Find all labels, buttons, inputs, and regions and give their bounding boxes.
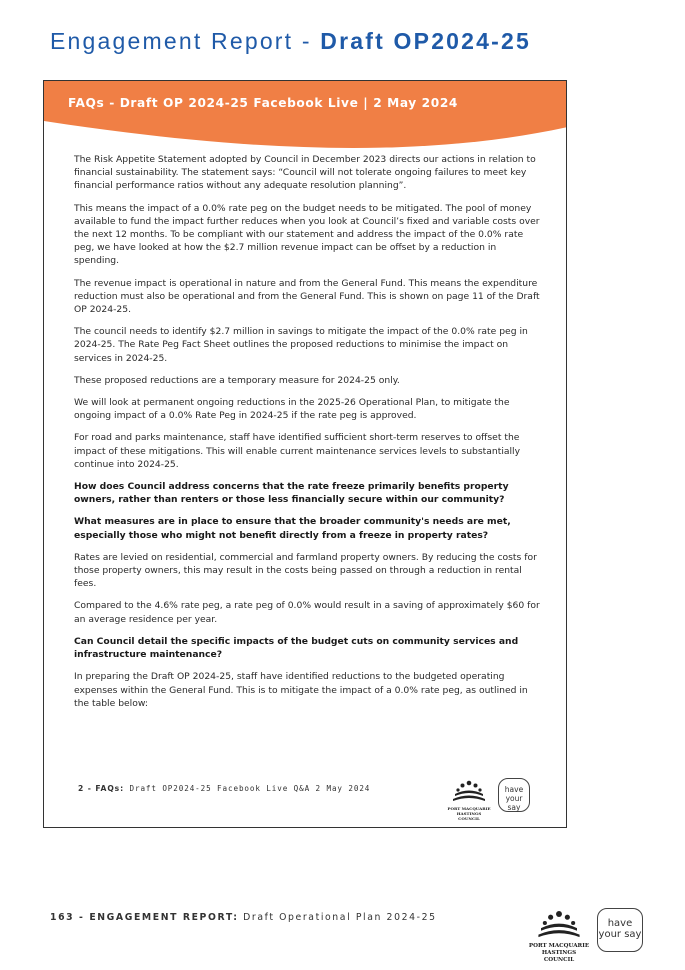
council-emblem-icon <box>446 776 492 804</box>
faq-question: Can Council detail the specific impacts of the budget cuts on community services and infrastructure maintenance? <box>74 635 519 661</box>
faq-paragraph: We will look at permanent ongoing reductions in the 2025-26 Operational Plan, to mitigate the ongoing impact of a 0.0% Rate Peg in 2024-25 if the rate peg is approved. <box>74 397 510 422</box>
hys-line1: have <box>504 785 524 794</box>
have-your-say-badge-small <box>498 778 530 812</box>
banner-title: FAQs - Draft OP 2024-25 Facebook Live | 2 May 2024 <box>68 96 458 110</box>
footer-plan-name: Draft Operational Plan 2024-25 <box>238 912 437 923</box>
faq-paragraph: These proposed reductions are a temporary measure for 2024-25 only. <box>74 374 400 386</box>
faq-paragraph: In preparing the Draft OP 2024-25, staff have identified reductions to the budgeted operating expenses within the General Fund. This is to mitigate the impact of a 0.0% rate peg, as outlined in the table below: <box>74 671 528 709</box>
report-title-draft: Draft OP2024-25 <box>320 28 531 54</box>
council-name <box>526 943 592 964</box>
faq-question: What measures are in place to ensure that the broader community's needs are met, especially those who might not benefit directly from a freeze in property rates? <box>74 516 511 541</box>
council-logo-small <box>446 776 492 822</box>
faq-question: How does Council address concerns that the rate freeze primarily benefits property owners, rather than renters or those less financially secure within our community? <box>74 481 509 506</box>
faq-paragraph: Compared to the 4.6% rate peg, a rate peg of 0.0% would result in a saving of approximately $60 for an average residence per year. <box>74 600 540 625</box>
council-name-line1: PORT MACQUARIE <box>528 943 590 949</box>
faq-page-frame <box>43 80 567 828</box>
council-emblem-icon <box>526 905 592 941</box>
faq-paragraph: For road and parks maintenance, staff have identified sufficient short-term reserves to offset the impact of these mitigations. This will enable current maintenance services levels to substantially continue into 2024-25. <box>74 432 521 470</box>
report-title <box>50 28 531 55</box>
council-name-line2: HASTINGS COUNCIL <box>456 811 482 821</box>
speech-bubble-icon <box>597 908 643 952</box>
council-name-line2: HASTINGS COUNCIL <box>541 950 577 963</box>
faq-banner <box>44 81 566 161</box>
faq-paragraph: Rates are levied on residential, commercial and farmland property owners. By reducing the costs for those property owners, this may result in the costs being passed on through a reduction in rental fees. <box>74 551 537 590</box>
faq-footer-prefix: 2 - FAQs: <box>78 784 125 793</box>
hys-line2: your say <box>598 929 642 940</box>
faq-paragraph: The council needs to identify $2.7 million in savings to mitigate the impact of the 0.0% rate peg in 2024-25. The Rate Peg Fact Sheet outlines the proposed reductions to minimise the impact on services in 2024-25. <box>74 326 528 364</box>
banner-shape <box>44 81 567 161</box>
report-title-prefix: Engagement Report - <box>50 28 321 54</box>
faq-paragraph: The Risk Appetite Statement adopted by Council in December 2023 directs our actions in relation to financial sustainability. The statement says: “Council will not tolerate ongoing failures to meet key financial performance ratios without any adequate resolution planning”. <box>74 154 536 192</box>
hys-line2: your say <box>505 794 523 812</box>
council-logo <box>526 905 592 963</box>
faq-footer-text: Draft OP2024-25 Facebook Live Q&A 2 May 2024 <box>124 784 371 793</box>
council-name-line1: PORT MACQUARIE <box>447 806 491 811</box>
page-number: 163 <box>50 912 75 923</box>
speech-bubble-icon <box>498 778 530 812</box>
faq-paragraph: The revenue impact is operational in nature and from the General Fund. This means the expenditure reduction must also be operational and from the General Fund. This is shown on page 11 of the Draft OP 2024-25. <box>74 277 540 316</box>
document-footer <box>50 912 437 923</box>
council-name-small <box>446 806 492 821</box>
faq-paragraph: This means the impact of a 0.0% rate peg on the budget needs to be mitigated. The pool of money available to fund the impact further reduces when you look at Council’s fixed and variable costs over the next 12 months. To be compliant with our statement and address the impact of the 0.0% rate peg, we have looked at how the $2.7 million revenue impact can be offset by a reduction in spending. <box>74 202 540 267</box>
hys-line1: have <box>607 918 633 929</box>
faq-page-footer <box>78 784 370 793</box>
have-your-say-badge <box>597 908 643 952</box>
footer-report-label: - ENGAGEMENT REPORT: <box>74 912 239 923</box>
faq-content <box>74 153 544 719</box>
